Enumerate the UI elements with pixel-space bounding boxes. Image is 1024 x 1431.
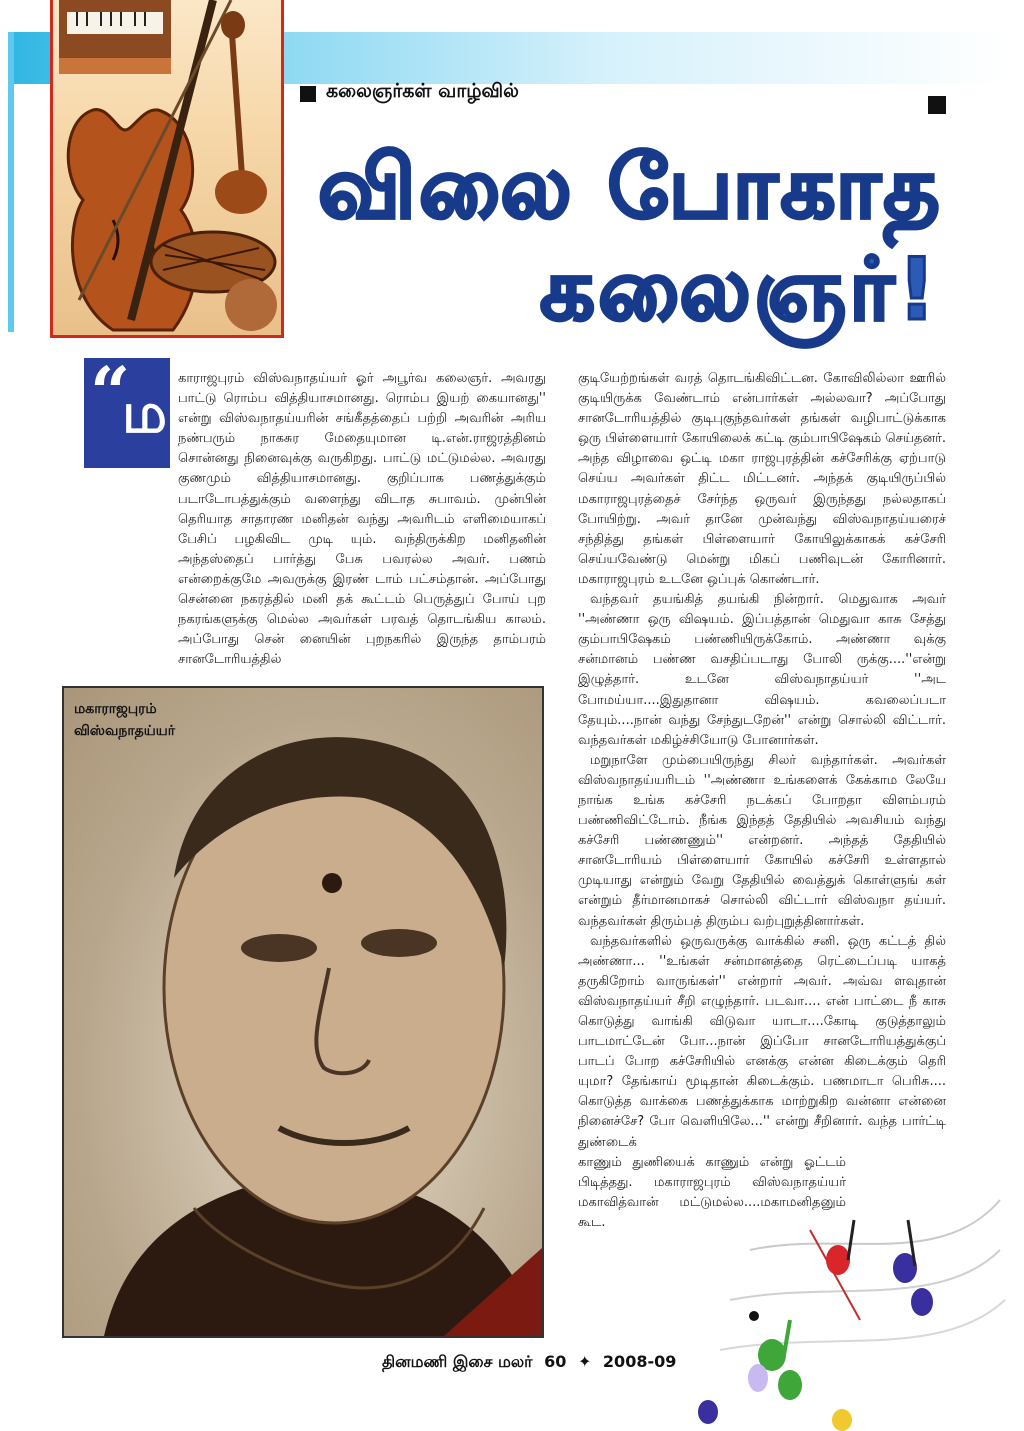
veena-resonator — [215, 170, 267, 214]
photo-caption-line-1: மகாராஜபுரம் — [74, 701, 157, 717]
footer-year: 2008-09 — [602, 1352, 677, 1371]
note-icon — [893, 1220, 917, 1283]
article-column-2 — [578, 369, 946, 1233]
instruments-illustration — [50, 0, 284, 338]
article-column-1 — [178, 369, 546, 670]
article-paragraph: மறுநாளே மும்பையிருந்து சிலர் வந்தார்கள். அவர்கள் விஸ்வநாதய்யரிடம் ''அண்ணா உங்களைக் கேக்காம லேயே நாங்க உங்க கச்சேரி நடக்கப் போறதா விளம்பரம் பண்ணிவிட்டோம். நீங்க இந்தத் தேதியில் அவசியம் வந்து கச்சேரி பண்ணணும்'' என்றனர். அந்தத் தேதியில் சானடோரியம் பிள்ளையார் கோயில் கச்சேரி உள்ளதால் முடியாது என்றும் வேறு தேதியில் வைத்துக் கொள்ளுங் கள் என்றும் தீர்மானமாகச் சொல்லி விட்டார் விஸ்வநா தய்யர். வந்தவர்கள் திரும்பத் திரும்ப வற்புறுத்தினார்கள். — [578, 752, 946, 929]
note-icon — [911, 1288, 933, 1316]
note-icon — [832, 1409, 852, 1431]
corner-marker — [928, 96, 946, 114]
headline-line-2: கலைஞர்! — [540, 240, 940, 340]
instruments-drawing — [53, 0, 281, 335]
footer-star-icon: ✦ — [577, 1352, 592, 1371]
drop-cap — [84, 351, 170, 468]
header-side-stripe — [8, 32, 14, 332]
drop-cap-letter: ம — [122, 380, 168, 446]
section-label: கலைஞர்கள் வாழ்வில் — [326, 80, 519, 102]
photo-caption-line-2: விஸ்வநாதய்யர் — [74, 723, 176, 739]
article-paragraph-closing: காணும் துணியைக் காணும் என்று ஓட்டம் பிடித்தது. மகாராஜபுரம் விஸ்வநாதய்யர் மகாவித்வான் மட்டுமல்ல....மகாமனிதனும் கூட. — [578, 1154, 846, 1230]
portrait-tilak — [322, 873, 342, 893]
article-paragraph: வந்தவர் தயங்கித் தயங்கி நின்றார். மெதுவாக அவர் ''அண்ணா ஒரு விஷயம். இப்பத்தான் மெதுவா காசு சேத்து கும்பாபிஷேகம் பண்ணியிருக்கோம். அண்ணா வுக்கு சன்மானம் பண்ண வசதிப்படாது போலி ருக்கு....''என்று இழுத்தார். உடனே விஸ்வநாதய்யர் ''அட போமய்யா....இதுதானா விஷயம். கவலைப்படா தேயும்....நான் வந்து சேந்துடறேன்'' என்று சொல்லி விட்டார். வந்தவர்கள் மகிழ்ச்சியோடு போனார்கள். — [578, 592, 946, 748]
article-paragraph: வந்தவர்களில் ஒருவருக்கு வாக்கில் சனி. ஒரு கட்டத் தில் அண்ணா... ''உங்கள் சன்மானத்தை ரெட்டைப்படி யாகத் தருகிறோம் வாருங்கள்'' என்றார் அவர். அவ்வ ளவுதான் விஸ்வநாதய்யர் சீறி எழுந்தார். படவா.... என் பாட்டை நீ காசு கொடுத்து வாங்கி விடுவா யாடா....கோடி குடுத்தாலும் பாடமாட்டேன் போ...நான் இப்போ சானடோரியத்துக்குப் பாடப் போற கச்சேரியில் எனக்கு என்ன கிடைக்கும் தெரி யுமா? தேங்காய் மூடிதான் கிடைக்கும். பணமாடா பெரிசு.... கொடுத்த வாக்கை பணத்துக்காக மாற்றுகிற வன்னா என்னை நினைச்சே? போ வெளியிலே...'' என்று சீறினார். வந்த பார்ட்டி துண்டைக் — [578, 933, 946, 1150]
ghatam — [225, 279, 277, 331]
footer-publication: தினமணி இசை மலர் — [382, 1352, 533, 1371]
drop-cap-quote: “ — [90, 351, 131, 434]
note-icon — [748, 1364, 768, 1392]
music-notes-decoration — [690, 1190, 1010, 1431]
article-paragraph: குடியேற்றங்கள் வரத் தொடங்கிவிட்டன. கோவிலில்லா ஊரில் குடியிருக்க வேண்டாம் என்பார்கள் அல்லவா? அப்போது சானடோரியத்தில் குடிபுகுந்தவர்கள் தங்கள் வழிபாட்டுக்காக ஒரு பிள்ளையார் கோயிலைக் கட்டி கும்பாபிஷேகம் செய்தனர். அந்த விழாவை ஒட்டி மகா ராஜபுரத்தின் கச்சேரிக்கு ஏற்பாடு செய்ய அவர்கள் திட்ட மிட்டனர். அந்தக் குடியிருப்பில் மகாராஜபுரத்தைச் சேர்ந்த ஒருவர் இருந்தது நல்லதாகப் போயிற்று. அவர் தானே முன்வந்து விஸ்வநாதய்யரைச் சந்தித்து தங்கள் பிள்ளையார் கோயிலுக்காகக் கச்சேரி செய்யவேண்டு மென்று மிகப் பணிவுடன் கோரினார். மகாராஜபுரம் உடனே ஒப்புக் கொண்டார். — [578, 371, 946, 587]
portrait-sketch — [64, 688, 542, 1336]
harmonium-keys — [67, 12, 163, 34]
portrait-photo — [62, 686, 544, 1338]
note-icon — [698, 1400, 718, 1424]
photo-caption — [74, 698, 175, 742]
footer-page-number: 60 — [544, 1352, 567, 1371]
article-paragraph: காராஜபுரம் விஸ்வநாதய்யர் ஓர் அபூர்வ கலைஞர். அவரது பாட்டு ரொம்ப வித்தியாசமானது. ரொம்ப இயற் கையானது'' என்று விஸ்வநாதய்யரின் சங்கீதத்தைப் பற்றி அவரின் அரிய நண்பரும் நாகசுர மேதையுமான டி.என்.ராஜரத்தினம் சொன்னது நினைவுக்கு வருகிறது. பாட்டு மட்டுமல்ல. அவரது குணமும் வித்தியாசமானது. குறிப்பாக பணத்துக்கும் படாடோபத்துக்கும் வளைந்து விடாத சுபாவம். முன்பின் தெரியாத சாதாரண மனிதன் வந்து அவரிடம் எளிமையாகப் பேசிப் பழகிவிட முடி யும். வந்திருக்கிற மனிதனின் அந்தஸ்தைப் பார்த்து பேசு பவரல்ல அவர். பணம் என்றைக்குமே அவருக்கு இரண் டாம் பட்சம்தான். அப்போது சென்னை நகரத்தில் மனி தக் கூட்டம் பெருத்துப் போய் புற நகரங்களுக்கு மெல்ல அவர்கள் பரவத் தொடங்கிய காலம். அப்போது சென் னையின் புறநகரில் இருந்த தாம்பரம் சானடோரியத்தில் — [178, 371, 546, 668]
note-icon — [758, 1320, 790, 1371]
note-icon — [826, 1220, 854, 1275]
note-icon — [778, 1370, 802, 1400]
page-footer — [382, 1352, 682, 1373]
section-marker — [300, 86, 316, 102]
headline-line-1: விலை போகாத — [318, 138, 943, 238]
